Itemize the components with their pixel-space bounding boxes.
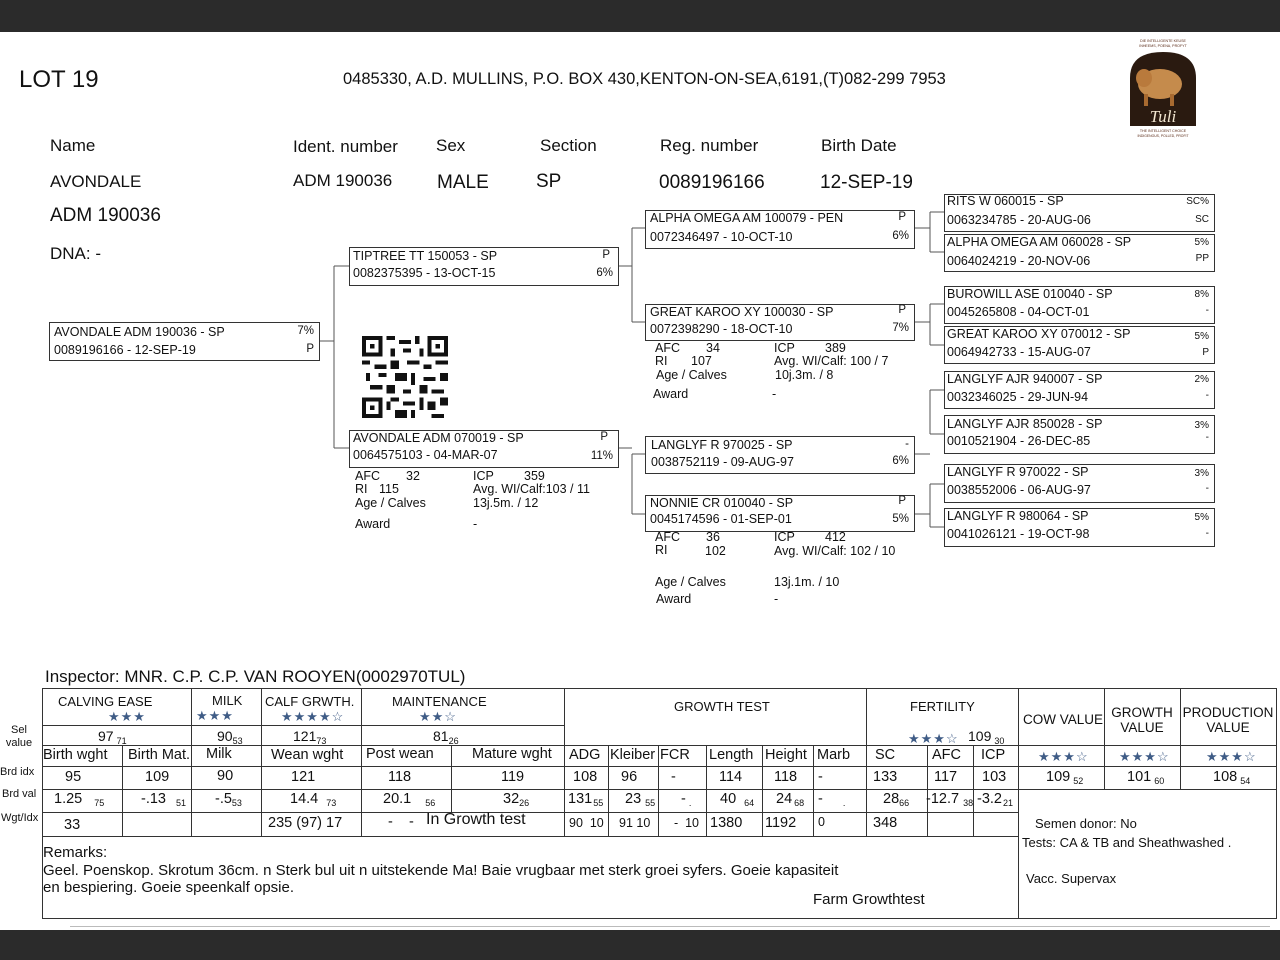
animal-ident: ADM 190036 (293, 171, 393, 190)
group-milk: MILK (212, 693, 243, 708)
production-value-stars-icon: ★★★☆ (1206, 749, 1257, 764)
group-growth-test: GROWTH TEST (674, 699, 770, 714)
inspector: Inspector: MNR. C.P. C.P. VAN ROOYEN(0002970TUL) (45, 667, 466, 686)
label-section: Section (540, 136, 597, 155)
animal-section: SP (536, 171, 562, 192)
remarks-text-line1: Geel. Poenskop. Skrotum 36cm. n Sterk bul uit n uitstekende Ma! Baie vrugbaar met sterk groei syfers. Goeie kapasiteit (43, 862, 839, 879)
svg-text:THE INTELLIGENT CHOICE: THE INTELLIGENT CHOICE (1139, 129, 1187, 133)
svg-text:INHEEMS, POENA, PROFYT: INHEEMS, POENA, PROFYT (1139, 44, 1187, 48)
animal-sex: MALE (437, 172, 489, 193)
pedigree-subject: AVONDALE ADM 190036 - SP 7% 0089196166 - 12-SEP-19 P (49, 322, 320, 361)
farm-growthtest: Farm Growthtest (813, 891, 925, 908)
pedigree-sire-sire: ALPHA OMEGA AM 100079 - PEN P 0072346497 - 10-OCT-10 6% (645, 210, 915, 249)
vaccination-info: Vacc. Supervax (1026, 871, 1117, 886)
calf-stars-icon: ★★★★☆ (281, 709, 345, 724)
group-calf-growth: CALF GRWTH. (265, 694, 355, 709)
milk-stars-icon: ★★★ (196, 708, 234, 723)
sel-calf: $121_{73}$ (293, 728, 327, 746)
group-fertility: FERTILITY (910, 699, 975, 714)
group-production-value: PRODUCTION VALUE (1182, 705, 1274, 735)
calving-stars-icon: ★★★ (108, 709, 146, 724)
sel-maint: $81_{26}$ (433, 728, 459, 746)
group-cow-value: COW VALUE (1023, 712, 1104, 727)
svg-text:INDIGENOUS, POLLED, PROFIT: INDIGENOUS, POLLED, PROFIT (1137, 134, 1189, 138)
pedigree-dam: AVONDALE ADM 070019 - SP P 0064575103 - 04-MAR-07 11% (349, 430, 619, 468)
pedigree-ggp-4: GREAT KAROO XY 070012 - SP 5% 0064942733 - 15-AUG-07 P (944, 326, 1215, 364)
pedigree-dam-sire: LANGLYF R 970025 - SP - 0038752119 - 09-AUG-97 6% (645, 436, 915, 474)
tests-info: Tests: CA & TB and Sheathwashed . (1022, 835, 1232, 850)
row-label-brd-idx: Brd idx (0, 766, 35, 778)
pedigree-ggp-2: ALPHA OMEGA AM 060028 - SP 5% 0064024219 - 20-NOV-06 PP (944, 234, 1215, 272)
footer-rule (70, 926, 1270, 927)
remarks-text-line2: en bespiering. Goeie speenkalf opsie. (43, 879, 295, 896)
label-birth: Birth Date (821, 136, 897, 155)
row-label-brd-val: Brd val (2, 788, 37, 800)
logo-brand: Tuli (1149, 107, 1177, 126)
svg-text:DIE INTELLIGENTE KEUSE: DIE INTELLIGENTE KEUSE (1140, 39, 1186, 43)
lot-number: LOT 19 (19, 66, 99, 93)
maint-stars-icon: ★★☆ (419, 709, 457, 724)
animal-birth: 12-SEP-19 (820, 172, 913, 193)
label-name: Name (50, 136, 96, 155)
row-label-wgt-idx: Wgt/Idx (1, 812, 39, 824)
remarks-label: Remarks: (43, 844, 108, 861)
pedigree-dam-dam: NONNIE CR 010040 - SP P 0045174596 - 01-SEP-01 5% (645, 495, 915, 532)
pedigree-sire: TIPTREE TT 150053 - SP P 0082375395 - 13-OCT-15 6% (349, 247, 619, 286)
sel-milk: $90_{53}$ (217, 728, 243, 746)
pedigree-ggp-8: LANGLYF R 980064 - SP 5% 0041026121 - 19-OCT-98 - (944, 508, 1215, 547)
group-growth-value: GROWTH VALUE (1111, 705, 1173, 735)
fertility-value: 109 $_{30}$ (968, 728, 1005, 746)
qr-code (362, 336, 448, 418)
pedigree-ggp-3: BUROWILL ASE 010040 - SP 8% 0045265808 - 04-OCT-01 - (944, 286, 1215, 324)
label-ident: Ident. number (293, 137, 398, 156)
group-maintenance: MAINTENANCE (392, 694, 487, 709)
animal-name: AVONDALE (50, 172, 142, 191)
pedigree-ggp-5: LANGLYF AJR 940007 - SP 2% 0032346025 - 29-JUN-94 - (944, 371, 1215, 409)
pedigree-sire-dam: GREAT KAROO XY 100030 - SP P 0072398290 - 18-OCT-10 7% (645, 304, 915, 341)
semen-donor: Semen donor: No (1035, 816, 1137, 831)
sel-calving: 97 $_{71}$ (98, 728, 127, 746)
label-reg: Reg. number (660, 136, 759, 155)
row-label-sel: Sel value (5, 724, 33, 749)
label-sex: Sex (436, 136, 466, 155)
animal-reg: 0089196166 (659, 172, 765, 193)
pedigree-ggp-7: LANGLYF R 970022 - SP 3% 0038552006 - 06-AUG-97 - (944, 464, 1215, 503)
fertility-stars-icon: ★★★☆ (908, 731, 959, 746)
group-calving-ease: CALVING EASE (58, 694, 153, 709)
pedigree-ggp-1: RITS W 060015 - SP SC% 0063234785 - 20-AUG-06 SC (944, 194, 1215, 232)
pedigree-ggp-6: LANGLYF AJR 850028 - SP 3% 0010521904 - 26-DEC-85 - (944, 415, 1215, 454)
animal-name-2: ADM 190036 (50, 205, 161, 226)
owner-details: 0485330, A.D. MULLINS, P.O. BOX 430,KENTON-ON-SEA,6191,(T)082-299 7953 (343, 70, 946, 88)
growth-value-stars-icon: ★★★☆ (1119, 749, 1170, 764)
cow-stars-icon: ★★★☆ (1038, 749, 1089, 764)
dna-status: DNA: - (50, 244, 101, 263)
